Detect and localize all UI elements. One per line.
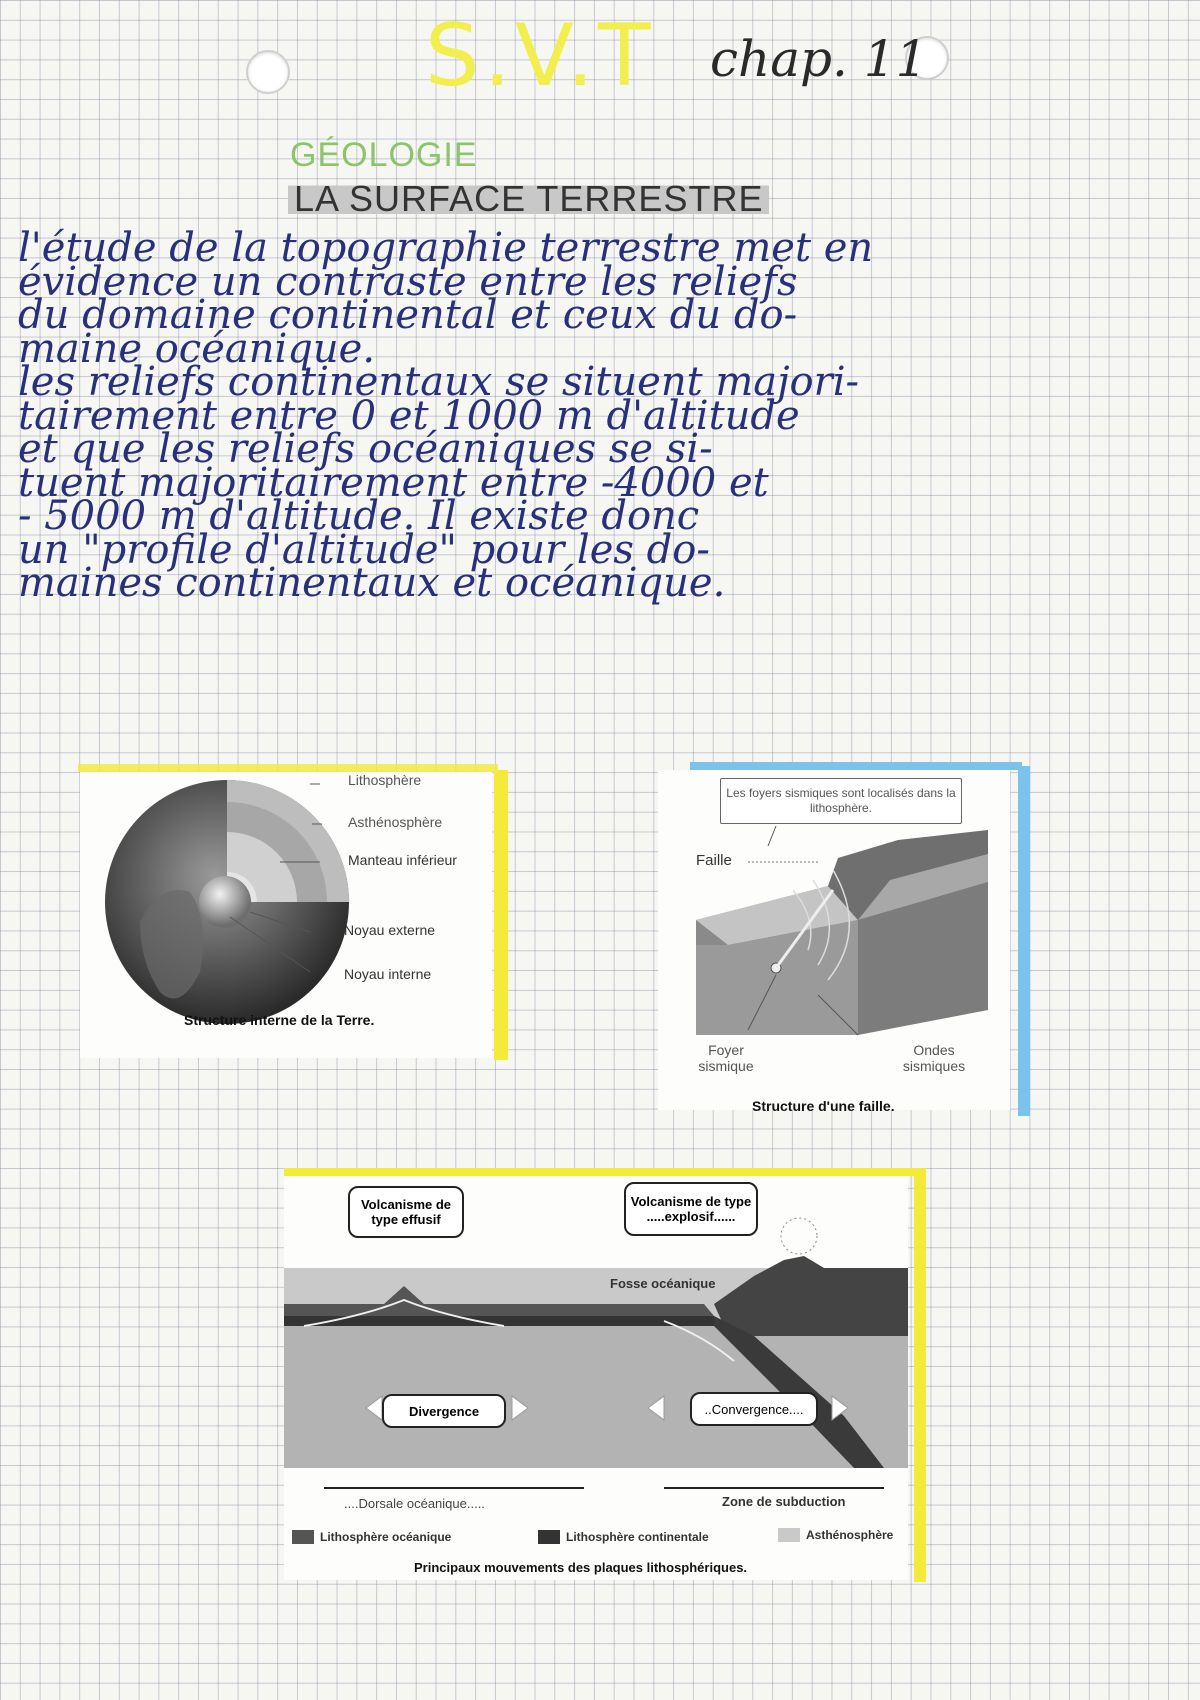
highlight-blue-edge — [690, 762, 1022, 770]
chapter-label: chap. 11 — [710, 30, 928, 88]
handwritten-paragraph — [18, 225, 1188, 606]
label-inner-core: Noyau interne — [344, 966, 432, 982]
text-line: les reliefs continentaux se situent majori- — [18, 359, 860, 405]
divergence-label: Divergence — [408, 1403, 480, 1419]
text-line: tairement entre 0 et 1000 m d'altitude — [18, 392, 800, 439]
effusive-volcanism-label: Volcanisme de type effusif — [360, 1197, 452, 1227]
plate-movements-figure — [284, 1168, 920, 1582]
text-line: maine océanique. — [18, 325, 376, 372]
effusive-volcanism-box — [348, 1186, 464, 1238]
punch-hole-left — [246, 50, 290, 94]
divergence-box — [382, 1394, 506, 1428]
fault-figure-card — [658, 770, 1010, 1114]
label-outer-core: Noyau externe — [344, 922, 436, 938]
seismic-callout-text: Les foyers sismiques sont localisés dans la lithosphère. — [726, 786, 956, 815]
text-line: - 5000 m d'altitude. Il existe donc — [18, 493, 700, 539]
legend-swatch — [538, 1530, 560, 1544]
lesson-title: LA SURFACE TERRESTRE — [288, 178, 769, 220]
subject-heading: GÉOLOGIE — [290, 136, 478, 174]
label-fault: Faille — [696, 852, 732, 869]
label-seismic-waves: Ondes sismiques — [902, 1042, 966, 1074]
text-line: tuent majoritairement entre -4000 et — [18, 459, 769, 506]
legend-continental-lithosphere — [538, 1530, 709, 1544]
legend-label: Lithosphère continentale — [566, 1530, 709, 1544]
text-line: maines continentaux et océanique. — [18, 560, 726, 606]
convergence-box — [690, 1392, 818, 1426]
highlight-blue-edge — [1018, 766, 1030, 1116]
legend-label: Lithosphère océanique — [320, 1530, 452, 1544]
legend-label: Asthénosphère — [806, 1528, 894, 1542]
legend-swatch — [292, 1530, 314, 1544]
highlight-yellow-edge — [284, 1168, 916, 1176]
text-line: évidence un contraste entre les reliefs — [18, 258, 798, 305]
earth-figure-caption: Structure interne de la Terre. — [184, 1012, 375, 1028]
explosive-volcanism-box — [624, 1182, 758, 1236]
highlight-yellow-edge — [914, 1168, 926, 1582]
legend-oceanic-lithosphere — [292, 1530, 451, 1544]
plates-figure-card — [284, 1176, 908, 1580]
label-seismic-focus: Foyer sismique — [698, 1042, 754, 1074]
earth-structure-figure — [78, 770, 498, 1060]
label-asthenosphere: Asthénosphère — [348, 814, 443, 830]
label-oceanic-trench: Fosse océanique — [610, 1276, 716, 1291]
explosive-volcanism-label: Volcanisme de type .....explosif...... — [630, 1194, 752, 1224]
fault-structure-figure — [658, 766, 1020, 1118]
text-line: l'étude de la topographie terrestre met en — [18, 225, 874, 271]
convergence-label: ..Convergence.... — [704, 1401, 804, 1417]
label-subduction-zone: Zone de subduction — [722, 1494, 846, 1509]
plates-figure-caption: Principaux mouvements des plaques lithosphériques. — [414, 1560, 748, 1575]
page-title: S.V.T — [425, 6, 655, 106]
text-line: et que les reliefs océaniques se si- — [18, 426, 713, 472]
legend-asthenosphere — [778, 1528, 893, 1542]
highlight-yellow-edge — [494, 770, 508, 1060]
label-lithosphere: Lithosphère — [348, 772, 422, 788]
text-line: du domaine continental et ceux du do- — [18, 292, 798, 338]
text-line: un "profile d'altitude" pour les do- — [18, 526, 710, 573]
label-oceanic-ridge: ....Dorsale océanique..... — [344, 1496, 485, 1511]
label-lower-mantle: Manteau inférieur — [348, 852, 457, 868]
earth-figure-card — [80, 772, 492, 1058]
fault-figure-caption: Structure d'une faille. — [752, 1098, 895, 1114]
highlight-yellow-edge — [78, 764, 498, 772]
legend-swatch — [778, 1528, 800, 1542]
